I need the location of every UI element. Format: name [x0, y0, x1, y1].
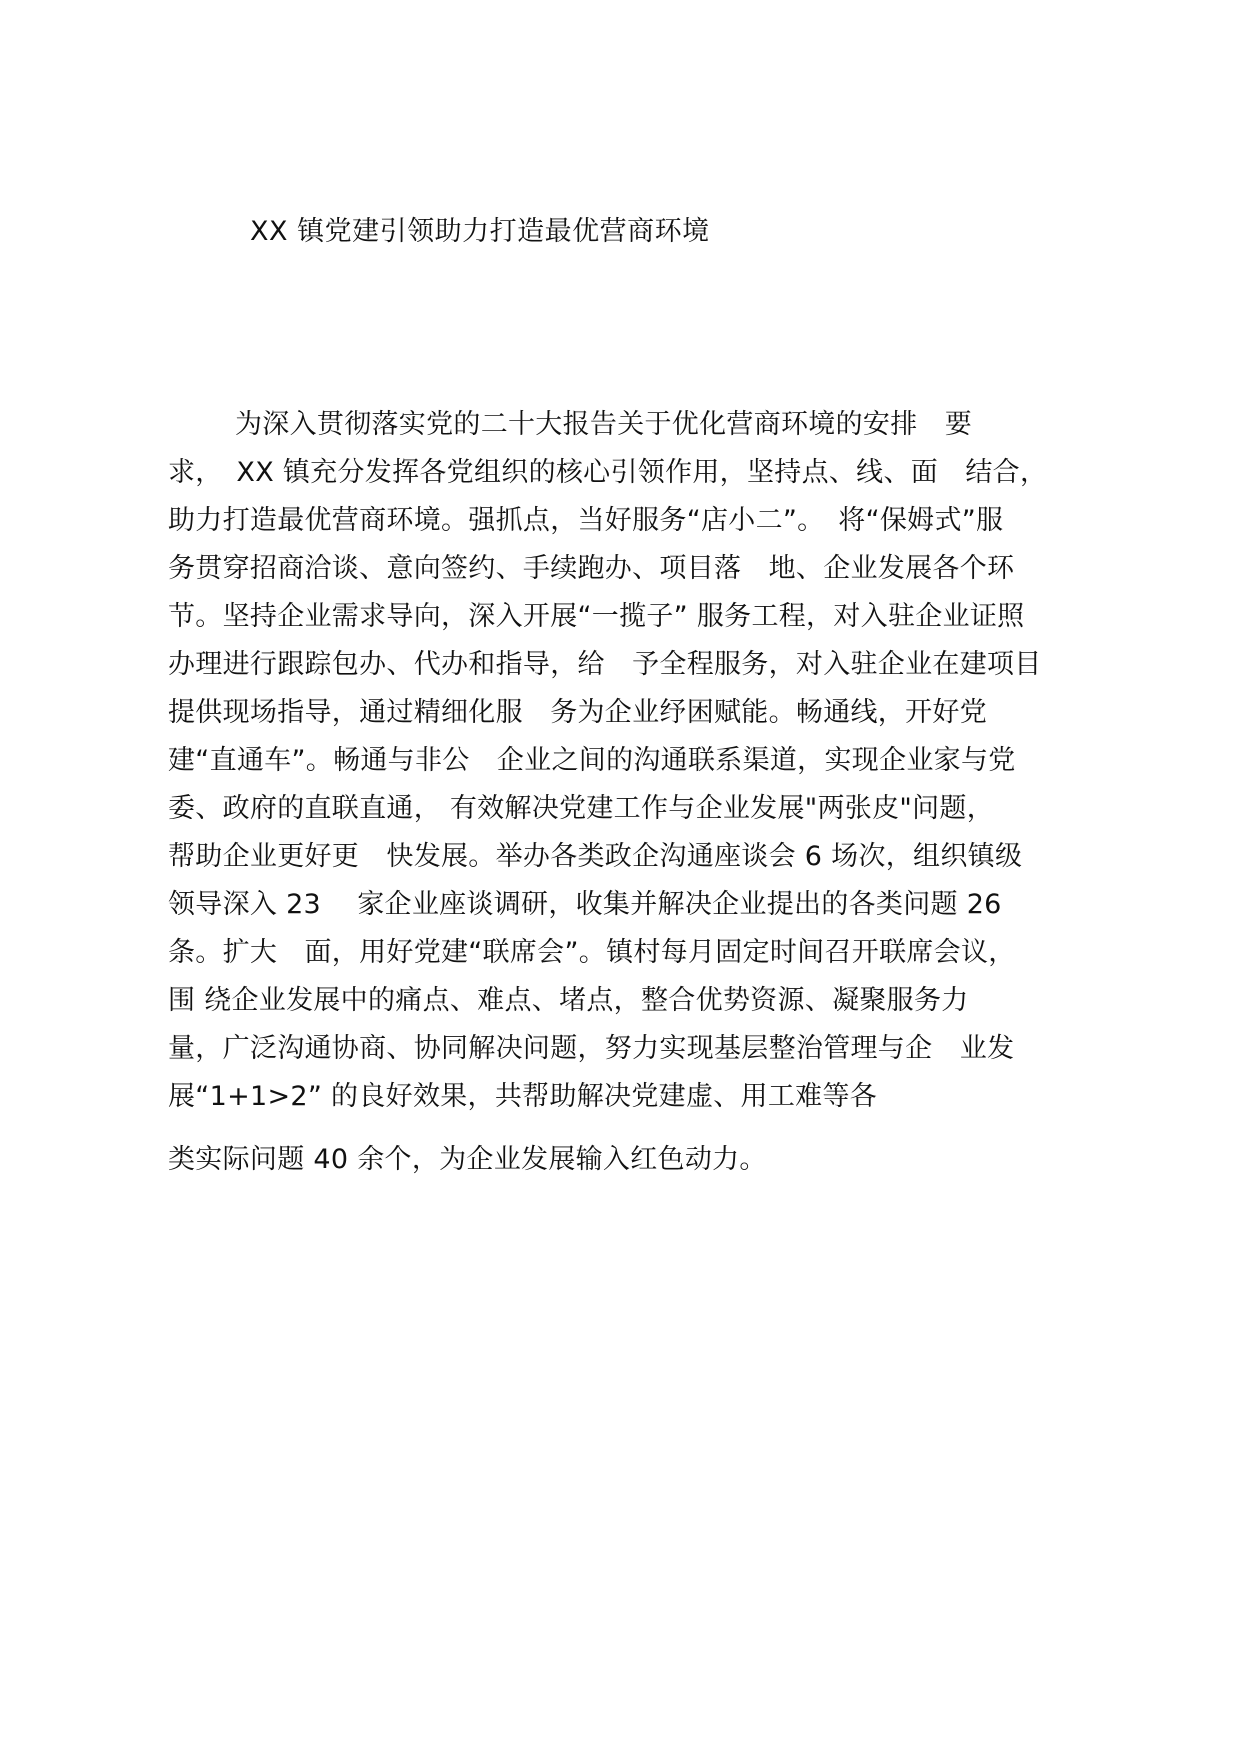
paragraph-line: 务贯穿招商洽谈、意向签约、手续跑办、项目落 地、企业发展各个环 [168, 553, 1015, 584]
paragraph-line: 类实际问题 40 余个，为企业发展输入红色动力。 [168, 1144, 767, 1175]
paragraph-line: 办理进行跟踪包办、代办和指导，给 予全程服务，对入驻企业在建项目 [168, 649, 1042, 680]
paragraph-line: 围 绕企业发展中的痛点、难点、堵点，整合优势资源、凝聚服务力 [168, 985, 969, 1016]
paragraph-line: 节。坚持企业需求导向，深入开展“一揽子” 服务工程，对入驻企业证照 [168, 601, 1025, 632]
paragraph-line: 量，广泛沟通协商、协同解决问题，努力实现基层整治管理与企 业发 [168, 1033, 1015, 1064]
paragraph-line: 帮助企业更好更 快发展。举办各类政企沟通座谈会 6 场次，组织镇级 [168, 841, 1023, 872]
paragraph-line: 助力打造最优营商环境。强抓点，当好服务“店小二”。 将“保姆式”服 [168, 505, 1004, 536]
paragraph-line: 提供现场指导，通过精细化服 务为企业纾困赋能。畅通线，开好党 [168, 697, 987, 728]
paragraph-line: 展“1+1>2” 的良好效果，共帮助解决党建虚、用工难等各 [168, 1081, 878, 1112]
paragraph-line: 领导深入 23 家企业座谈调研，收集并解决企业提出的各类问题 26 [168, 889, 1002, 920]
paragraph-line: 建“直通车”。畅通与非公 企业之间的沟通联系渠道，实现企业家与党 [168, 745, 1016, 776]
paragraph-line: 为深入贯彻落实党的二十大报告关于优化营商环境的安排 要 [235, 409, 973, 440]
paragraph-line: 求， XX 镇充分发挥各党组织的核心引领作用，坚持点、线、面 结合， [168, 457, 1048, 488]
paragraph-line: 委、政府的直联直通， 有效解决党建工作与企业发展"两张皮"问题， [168, 793, 995, 824]
document-title: XX 镇党建引领助力打造最优营商环境 [250, 216, 710, 247]
paragraph-line: 条。扩大 面，用好党建“联席会”。镇村每月固定时间召开联席会议， [168, 937, 1016, 968]
